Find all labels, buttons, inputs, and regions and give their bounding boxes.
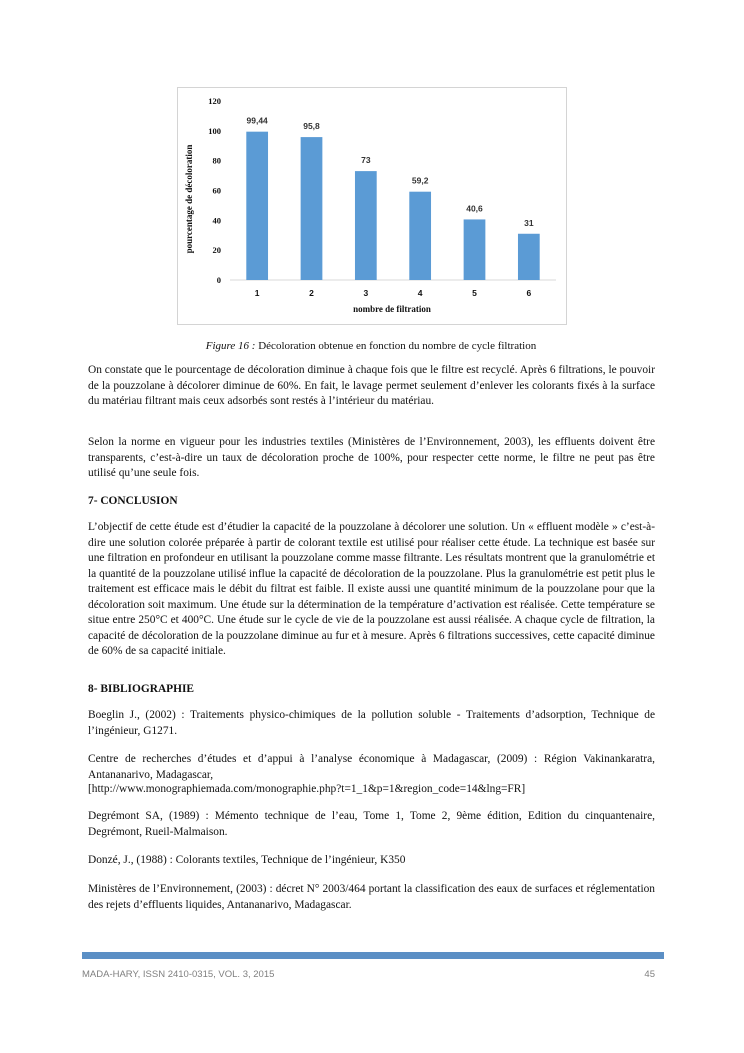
reference-item: Ministères de l’Environnement, (2003) : décret N° 2003/464 portant la classification des eaux de surfaces et réglementation des rejets d’effluents liquides, Antananarivo, Madagascar. bbox=[88, 883, 655, 911]
conclusion-heading: 7- CONCLUSION bbox=[88, 495, 178, 507]
caption-label: Figure 16 : bbox=[205, 340, 256, 352]
bar bbox=[301, 137, 323, 280]
bibliography-heading: 8- BIBLIOGRAPHIE bbox=[88, 683, 195, 695]
bar bbox=[464, 219, 486, 280]
x-tick-label: 3 bbox=[363, 288, 369, 298]
bar-chart bbox=[178, 88, 568, 326]
y-tick-label: 120 bbox=[208, 96, 221, 106]
data-label: 31 bbox=[524, 217, 534, 228]
paragraph-2: Selon la norme en vigueur pour les industries textiles (Ministères de l’Environnement, 2003), les effluents doivent être transparents, c’est-à-dire un taux de décoloration proche de 100%, pour respecter cette norme, le filtre ne peut pas être utilisé qu’une seule fois. bbox=[88, 436, 655, 479]
reference-item: Centre de recherches d’études et d’appui à l’analyse économique à Madagascar, (2009) : Région Vakinankaratra, Antananarivo, Madagascar, bbox=[88, 753, 655, 781]
caption-text: Décoloration obtenue en fonction du nombre de cycle filtration bbox=[255, 340, 537, 352]
footer-bar bbox=[82, 952, 664, 959]
page-number: 45 bbox=[644, 969, 655, 980]
data-label: 95,8 bbox=[303, 121, 320, 132]
reference-item: Boeglin J., (2002) : Traitements physico-chimiques de la pollution soluble - Traitements d’adsorption, Technique de l’ingénieur, G1271. bbox=[88, 709, 655, 737]
y-tick-label: 20 bbox=[212, 245, 221, 256]
reference-url[interactable]: [http://www.monographiemada.com/monographie.php?t=1_1&p=1&region_code=14&lng=FR] bbox=[88, 783, 526, 795]
bar bbox=[518, 234, 540, 280]
x-tick-label: 4 bbox=[417, 288, 423, 298]
data-label: 99,44 bbox=[246, 115, 268, 126]
data-label: 40,6 bbox=[466, 203, 483, 214]
reference-item: Degrémont SA, (1989) : Mémento technique de l’eau, Tome 1, Tome 2, 9ème édition, Edition du cinquantenaire, Degrémont, Rueil-Malmaison. bbox=[88, 810, 655, 838]
data-label: 59,2 bbox=[411, 175, 429, 186]
x-tick-label: 5 bbox=[472, 288, 477, 298]
bar bbox=[355, 171, 377, 280]
reference-item: Donzé, J., (1988) : Colorants textiles, Technique de l’ingénieur, K350 bbox=[88, 854, 406, 866]
x-tick-label: 6 bbox=[526, 288, 532, 298]
y-tick-label: 100 bbox=[208, 125, 221, 136]
bar bbox=[246, 132, 268, 280]
conclusion-text: L’objectif de cette étude est d’étudier la capacité de la pouzzolane à décolorer une solution. Un « effluent modèle » c’est-à-dire une solution colorée préparée à partir de colorant textile est utilisé pour réaliser cette étude. La technique est basée sur une filtration en profondeur en utilisant la pouzzolane comme masse filtrante. Les résultats montrent que la granulométrie et la quantité de la pouzzolane utilisé influe la capacité de décoloration de la pouzzolane. Plus la granulométrie est petit plus le traitement est efficace mais le débit du filtrat est faible. Il existe aussi une quantité minimum de la pouzzolane pour que la décoloration soit maximum. Une étude sur la détermination de la température d’activation est réalisée. Cette température se situe entre 250°C et 400°C. Une étude sur le cycle de vie de la pouzzolane est aussi réalisée. A chaque cycle de filtration, la capacité de décoloration de la pouzzolane diminue au fur et à mesure. Après 6 filtrations successives, cette capacité diminue de 60% de sa capacité initiale. bbox=[88, 521, 655, 657]
y-tick-label: 0 bbox=[216, 275, 221, 285]
figure-caption bbox=[88, 340, 654, 353]
bar bbox=[409, 192, 431, 280]
figure-16-chart bbox=[177, 87, 567, 325]
x-tick-label: 1 bbox=[254, 288, 260, 298]
footer-journal: MADA-HARY, ISSN 2410-0315, VOL. 3, 2015 bbox=[82, 969, 275, 980]
x-axis-label: nombre de filtration bbox=[353, 304, 431, 314]
y-axis-label: pourcentage de décoloration bbox=[184, 144, 194, 254]
data-label: 73 bbox=[361, 155, 371, 166]
y-tick-label: 40 bbox=[212, 215, 221, 226]
paragraph-1: On constate que le pourcentage de décoloration diminue à chaque fois que le filtre est recyclé. Après 6 filtrations, le pouvoir de la pouzzolane à décolorer diminue de 60%. En fait, le lavage permet seulement d’enlever les colorants fixés à la surface du matériau filtrant mais ceux adsorbés sont restés à l’intérieur du matériau. bbox=[88, 364, 655, 407]
y-tick-label: 60 bbox=[212, 185, 221, 196]
x-tick-label: 2 bbox=[309, 288, 314, 298]
y-tick-label: 80 bbox=[212, 155, 221, 166]
